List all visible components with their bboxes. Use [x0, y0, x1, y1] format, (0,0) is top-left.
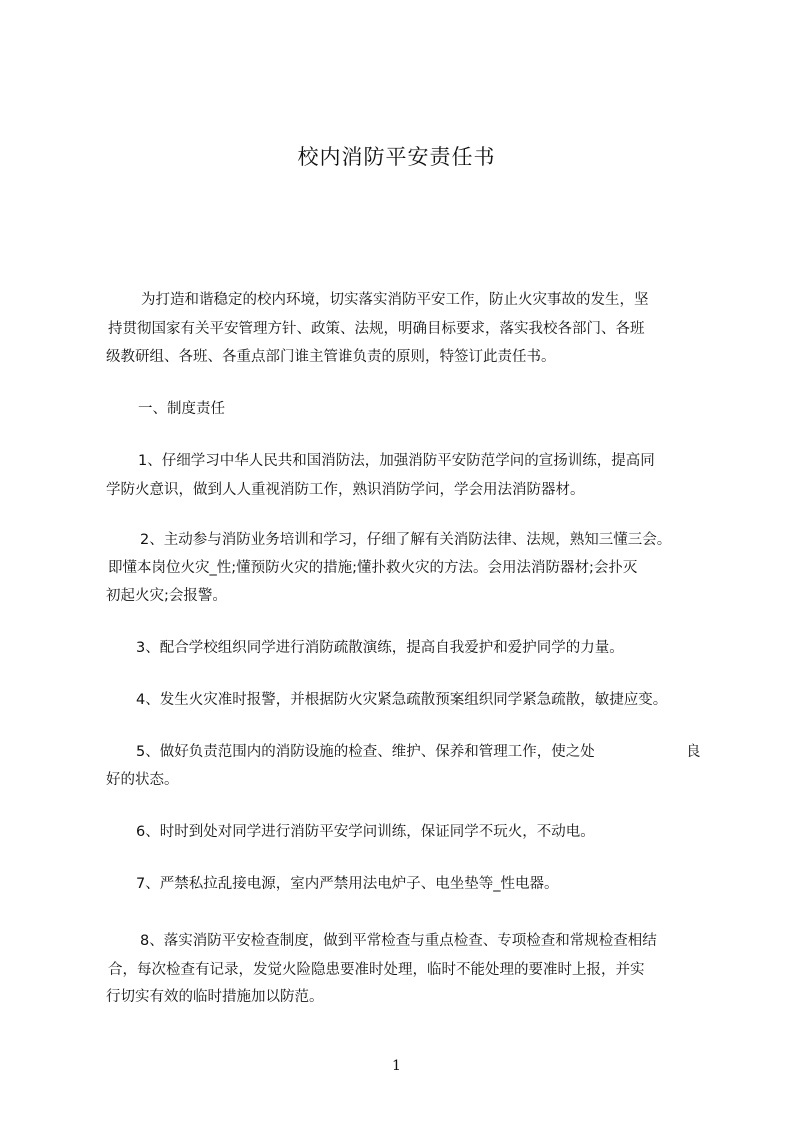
item-1-line-2: 学防火意识，做到人人重视消防工作，熟识消防学问，学会用法消防器材。: [106, 482, 585, 498]
item-6-line-1: 6、时时到处对同学进行消防平安学问训练，保证同学不玩火，不动电。: [136, 824, 595, 840]
item-3-line-1: 3、配合学校组织同学进行消防疏散演练，提高自我爱护和爱护同学的力量。: [136, 640, 624, 656]
item-1-line-1: 1、仔细学习中华人民共和国消防法，加强消防平安防范学问的宣扬训练，提高同: [138, 453, 655, 469]
item-5-trailing-char: 良: [686, 744, 701, 760]
item-4-line-1: 4、发生火灾准时报警，并根据防火灾紧急疏散预案组织同学紧急疏散，敏捷应变。: [136, 692, 668, 708]
intro-line-3: 级教研组、各班、各重点部门谁主管谁负责的原则，特签订此责任书。: [106, 349, 556, 365]
item-8-line-1: 8、落实消防平安检查制度，做到平常检查与重点检查、专项检查和常规检查相结: [140, 933, 657, 949]
item-2-line-2: 即懂本岗位火灾_性;懂预防火灾的措施;懂扑救火灾的方法。会用法消防器材;会扑灭: [108, 560, 638, 576]
intro-line-1: 为打造和谐稳定的校内环境，切实落实消防平安工作，防止火灾事故的发生，坚: [141, 292, 649, 308]
item-7-line-1: 7、严禁私拉乱接电源，室内严禁用法电炉子、电坐垫等_性电器。: [136, 876, 559, 892]
item-8-line-2: 合，每次检查有记录，发觉火险隐患要准时处理，临时不能处理的要准时上报，并实: [108, 962, 645, 978]
item-5-line-2: 好的状态。: [106, 772, 179, 788]
item-2-line-3: 初起火灾;会报警。: [106, 588, 227, 604]
item-2-line-1: 2、主动参与消防业务培训和学习，仔细了解有关消防法律、法规，熟知三懂三会。: [140, 532, 672, 548]
intro-line-2: 持贯彻国家有关平安管理方针、政策、法规，明确目标要求，落实我校各部门、各班: [108, 321, 645, 337]
document-title: 校内消防平安责任书: [297, 145, 496, 169]
item-8-line-3: 行切实有效的临时措施加以防范。: [106, 989, 324, 1005]
item-5-line-1: 5、做好负责范围内的消防设施的检查、维护、保养和管理工作，使之处: [136, 744, 595, 760]
page-number: 1: [392, 1058, 401, 1074]
section-heading: 一、制度责任: [138, 401, 225, 417]
